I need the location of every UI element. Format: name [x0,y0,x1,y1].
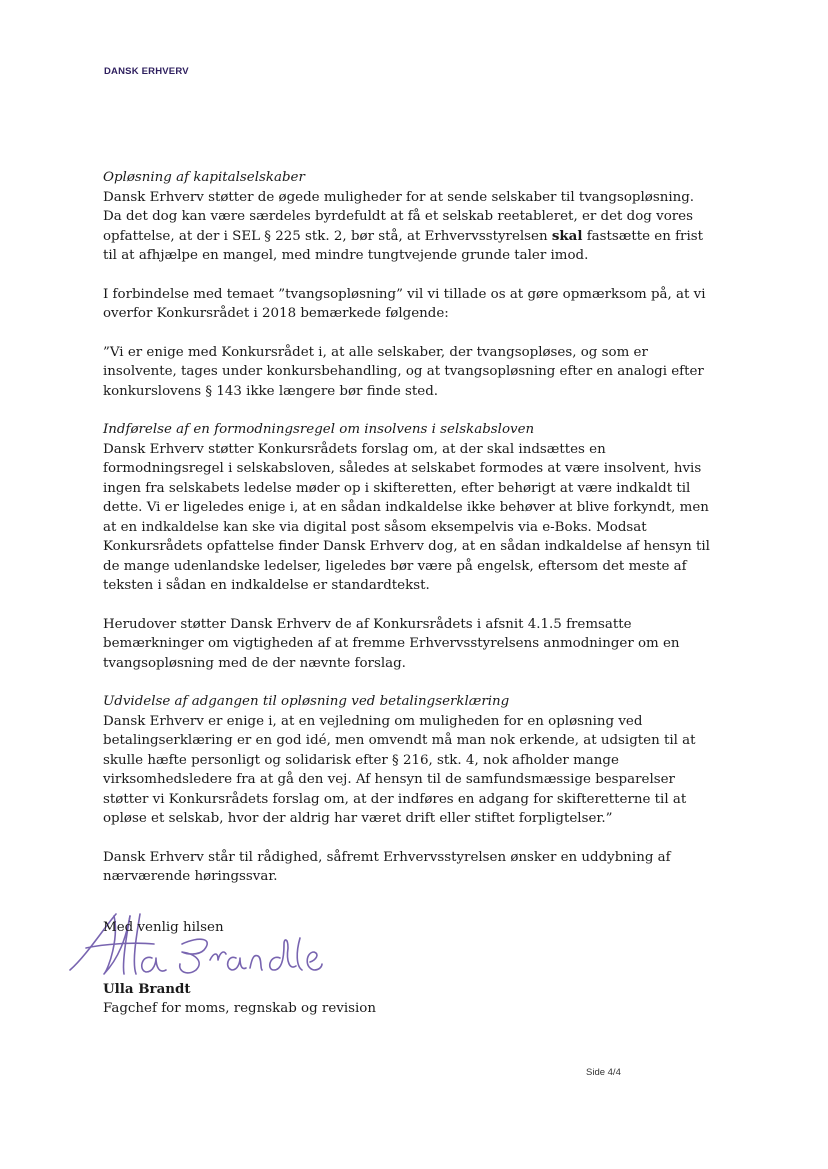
text-run: Herudover støtter Dansk Erhverv de af Konkursrådets i afsnit 4.1.5 fremsatte bemærkninger om vigtigheden af at fremme Erhvervsstyrelsens anmodninger om en tvangsopløsning med de der nævnte forslag. [103,616,680,671]
paragraph [103,848,713,887]
text-run: ”Vi er enige med Konkursrådet i, at alle selskaber, der tvangsopløses, og som er insolvente, tages under konkursbehandling, og at tvangsopløsning efter en analogi efter konkurslovens § 143 ikke længere bør finde sted. [103,344,704,399]
text-run: Dansk Erhverv er enige i, at en vejledning om muligheden for en opløsning ved betalingserklæring er en god idé, men omvendt må man nok erkende, at udsigten til at skulle hæfte personligt og solidarisk efter § 216, stk. 4, nok afholder mange virksomhedsledere fra at gå den vej. Af hensyn til de samfundsmæssige besparelser støtter vi Konkursrådets forslag om, at der indføres en adgang for skifteretterne til at opløse et selskab, hvor der aldrig har været drift eller stiftet forpligtelser.” [103,713,696,826]
letter-closing [103,918,376,1019]
section-title: Udvidelse af adgangen til opløsning ved betalingserklæring [103,694,510,709]
text-run: fastsætte en frist til at afhjælpe en mangel, med mindre tungtvejende grunde taler imod. [103,228,703,263]
paragraph [103,343,713,402]
closing-greeting: Med venlig hilsen [103,920,224,935]
text-run: Dansk Erhverv står til rådighed, såfremt Erhvervsstyrelsen ønsker en uddybning af nærværende høringssvar. [103,849,671,884]
paragraph [103,285,713,324]
text-run: Dansk Erhverv støtter Konkursrådets forslag om, at der skal indsættes en formodningsregel i selskabsloven, således at selskabet formodes at være insolvent, hvis ingen fra selskabets ledelse møder op i skifteretten, efter behørigt at være indkaldt til dette. Vi er ligeledes enige i, at en sådan indkaldelse ikke behøver at blive forkyndt, men at en indkaldelse kan ske via digital post såsom eksempelvis via e-Boks. Modsat Konkursrådets opfattelse finder Dansk Erhverv dog, at en sådan indkaldelse af hensyn til de mange udenlandske ledelser, ligeledes bør være på engelsk, eftersom det meste af teksten i sådan en indkaldelse er standardtekst. [103,441,710,593]
paragraph [103,188,713,266]
section-title: Opløsning af kapitalselskaber [103,170,305,185]
page-number: Side 4/4 [586,1067,621,1078]
emphasized-text: skal [551,227,583,244]
signatory-role: Fagchef for moms, regnskab og revision [103,1001,376,1016]
organization-header: DANSK ERHVERV [104,66,189,77]
text-run: Dansk Erhverv støtter de øgede muligheder for at sende selskaber til tvangsopløsning. Da det dog kan være særdeles byrdefuldt at få et selskab reetableret, er det dog vores opfattelse, at der i SEL § 225 stk. 2, bør stå, at Erhvervsstyrelsen [103,189,695,244]
signatory-name: Ulla Brandt [103,980,191,997]
paragraph [103,440,713,596]
section-title: Indførelse af en formodningsregel om insolvens i selskabsloven [103,422,535,437]
paragraph [103,615,713,674]
letter-body [103,168,713,887]
text-run: I forbindelse med temaet ”tvangsopløsning” vil vi tillade os at gøre opmærksom på, at vi overfor Konkursrådet i 2018 bemærkede følgende: [103,286,706,321]
paragraph [103,712,713,829]
